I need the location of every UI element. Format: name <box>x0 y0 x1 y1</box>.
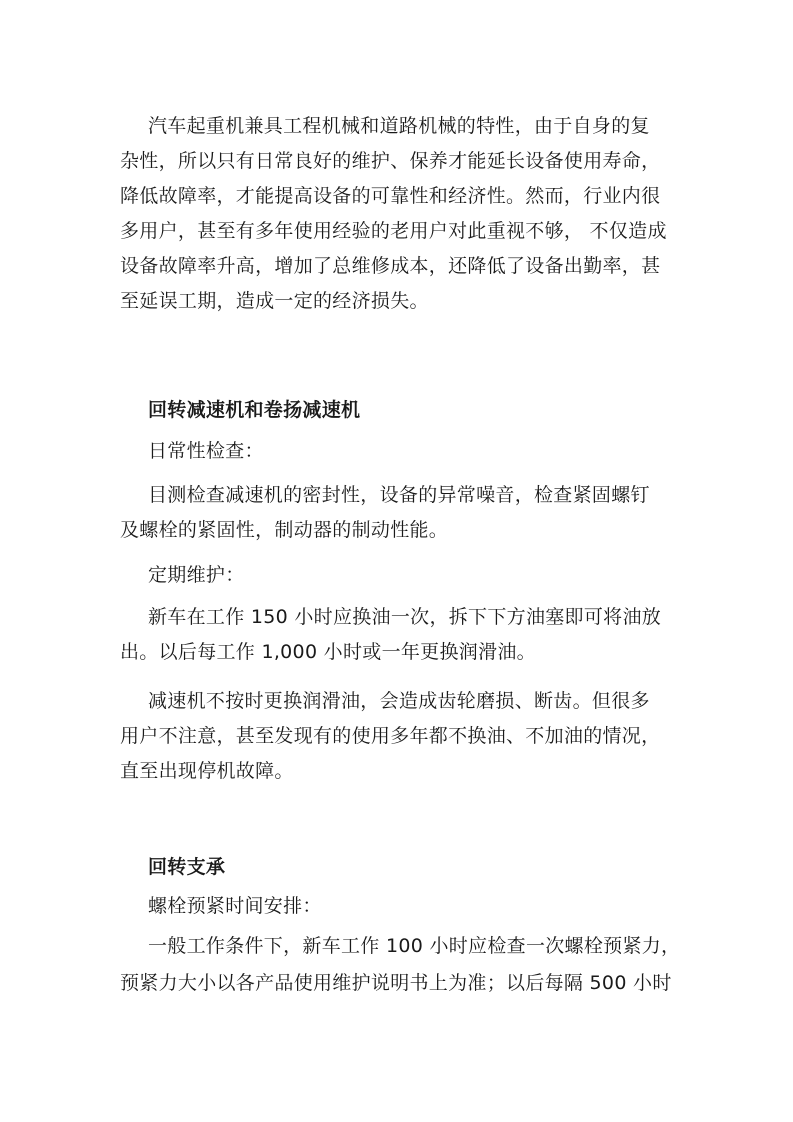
bolt-line: 预紧力大小以各产品使用维护说明书上为准；以后每隔 500 小时 <box>120 972 672 994</box>
daily-check-line: 及螺栓的紧固性，制动器的制动性能。 <box>120 519 449 541</box>
intro-line: 降低故障率，才能提高设备的可靠性和经济性。然而，行业内很 <box>120 185 661 207</box>
intro-line: 汽车起重机兼具工程机械和道路机械的特性，由于自身的复 <box>148 115 650 137</box>
section-heading-slewing-bearing: 回转支承 <box>148 856 226 878</box>
intro-line: 多用户，甚至有多年使用经验的老用户对此重视不够， 不仅造成 <box>120 220 667 242</box>
periodic-line: 新车在工作 150 小时应换油一次，拆下下方油塞即可将油放 <box>148 606 662 628</box>
intro-line: 至延误工期，造成一定的经济损失。 <box>120 290 429 312</box>
note-line: 用户不注意，甚至发现有的使用多年都不换油、不加油的情况， <box>120 725 661 747</box>
note-line: 直至出现停机故障。 <box>120 760 294 782</box>
bolt-label: 螺栓预紧时间安排： <box>148 895 322 917</box>
daily-check-line: 目测检查减速机的密封性，设备的异常噪音，检查紧固螺钉 <box>148 484 650 506</box>
intro-line: 杂性，所以只有日常良好的维护、保养才能延长设备使用寿命， <box>120 150 661 172</box>
bolt-line: 一般工作条件下，新车工作 100 小时应检查一次螺栓预紧力， <box>148 935 681 957</box>
periodic-line: 出。以后每工作 1,000 小时或一年更换润滑油。 <box>120 641 536 663</box>
daily-check-label: 日常性检查： <box>148 440 264 462</box>
section-heading-reducer: 回转减速机和卷扬减速机 <box>148 399 361 421</box>
note-line: 减速机不按时更换润滑油，会造成齿轮磨损、断齿。但很多 <box>148 690 650 712</box>
periodic-label: 定期维护： <box>148 564 245 586</box>
intro-line: 设备故障率升高，增加了总维修成本，还降低了设备出勤率，甚 <box>120 255 661 277</box>
